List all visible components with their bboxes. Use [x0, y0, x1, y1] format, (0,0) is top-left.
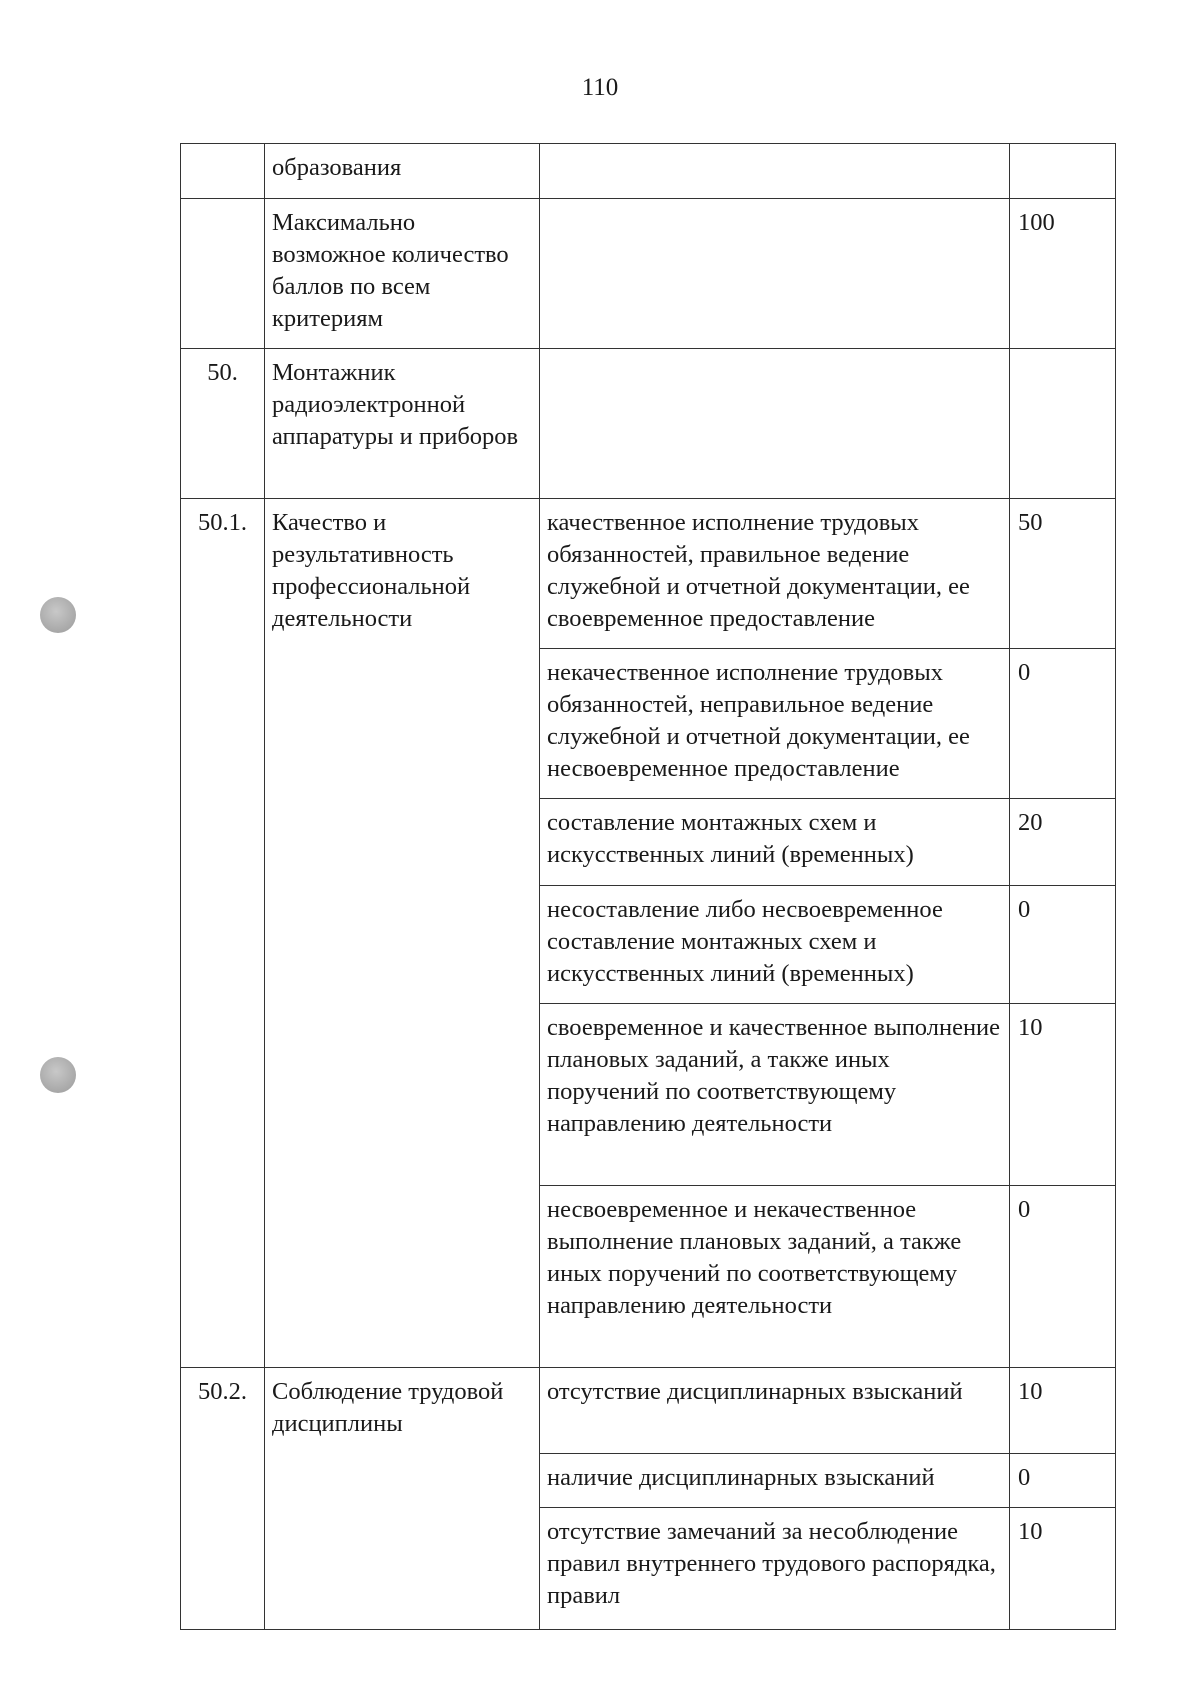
table-row — [181, 499, 1116, 649]
group-number: 50.1. — [181, 499, 265, 1368]
criterion-score: 10 — [1010, 1508, 1116, 1630]
group-number: 50.2. — [181, 1368, 265, 1630]
criteria-table — [180, 143, 1116, 1630]
row-name: Монтажник радиоэлектронной аппаратуры и приборов — [265, 349, 540, 499]
row-criterion — [540, 349, 1010, 499]
table-row — [181, 144, 1116, 199]
page-number: 110 — [581, 74, 619, 101]
punch-hole-top — [40, 597, 76, 633]
row-score — [1010, 144, 1116, 199]
criterion-text: некачественное исполнение трудовых обязанностей, неправильное ведение служебной и отчетной документации, ее несвоевременное предоставление — [540, 649, 1010, 799]
criterion-text: своевременное и качественное выполнение плановых заданий, а также иных поручений по соответствующему направлению деятельности — [540, 1004, 1010, 1186]
row-criterion — [540, 199, 1010, 349]
row-criterion — [540, 144, 1010, 199]
row-number: 50. — [181, 349, 265, 499]
criterion-text: несвоевременное и некачественное выполнение плановых заданий, а также иных поручений по соответствующему направлению деятельности — [540, 1186, 1010, 1368]
row-number — [181, 144, 265, 199]
punch-hole-bottom — [40, 1057, 76, 1093]
row-name: образования — [265, 144, 540, 199]
group-name: Качество и результативность профессиональной деятельности — [265, 499, 540, 1368]
criterion-score: 10 — [1010, 1004, 1116, 1186]
table-row — [181, 349, 1116, 499]
table-row — [181, 199, 1116, 349]
criterion-text: отсутствие дисциплинарных взысканий — [540, 1368, 1010, 1454]
criterion-score: 0 — [1010, 1454, 1116, 1508]
criterion-score: 50 — [1010, 499, 1116, 649]
row-score — [1010, 349, 1116, 499]
row-score: 100 — [1010, 199, 1116, 349]
criterion-text: составление монтажных схем и искусственных линий (временных) — [540, 799, 1010, 886]
criterion-score: 0 — [1010, 886, 1116, 1004]
row-number — [181, 199, 265, 349]
criterion-text: качественное исполнение трудовых обязанностей, правильное ведение служебной и отчетной документации, ее своевременное предоставление — [540, 499, 1010, 649]
group-name: Соблюдение трудовой дисциплины — [265, 1368, 540, 1630]
criterion-text: несоставление либо несвоевременное составление монтажных схем и искусственных линий (временных) — [540, 886, 1010, 1004]
table-row — [181, 1368, 1116, 1454]
criterion-score: 20 — [1010, 799, 1116, 886]
criterion-text: отсутствие замечаний за несоблюдение правил внутреннего трудового распорядка, правил — [540, 1508, 1010, 1630]
criterion-score: 0 — [1010, 649, 1116, 799]
row-name: Максимально возможное количество баллов по всем критериям — [265, 199, 540, 349]
criterion-text: наличие дисциплинарных взысканий — [540, 1454, 1010, 1508]
criterion-score: 10 — [1010, 1368, 1116, 1454]
criterion-score: 0 — [1010, 1186, 1116, 1368]
